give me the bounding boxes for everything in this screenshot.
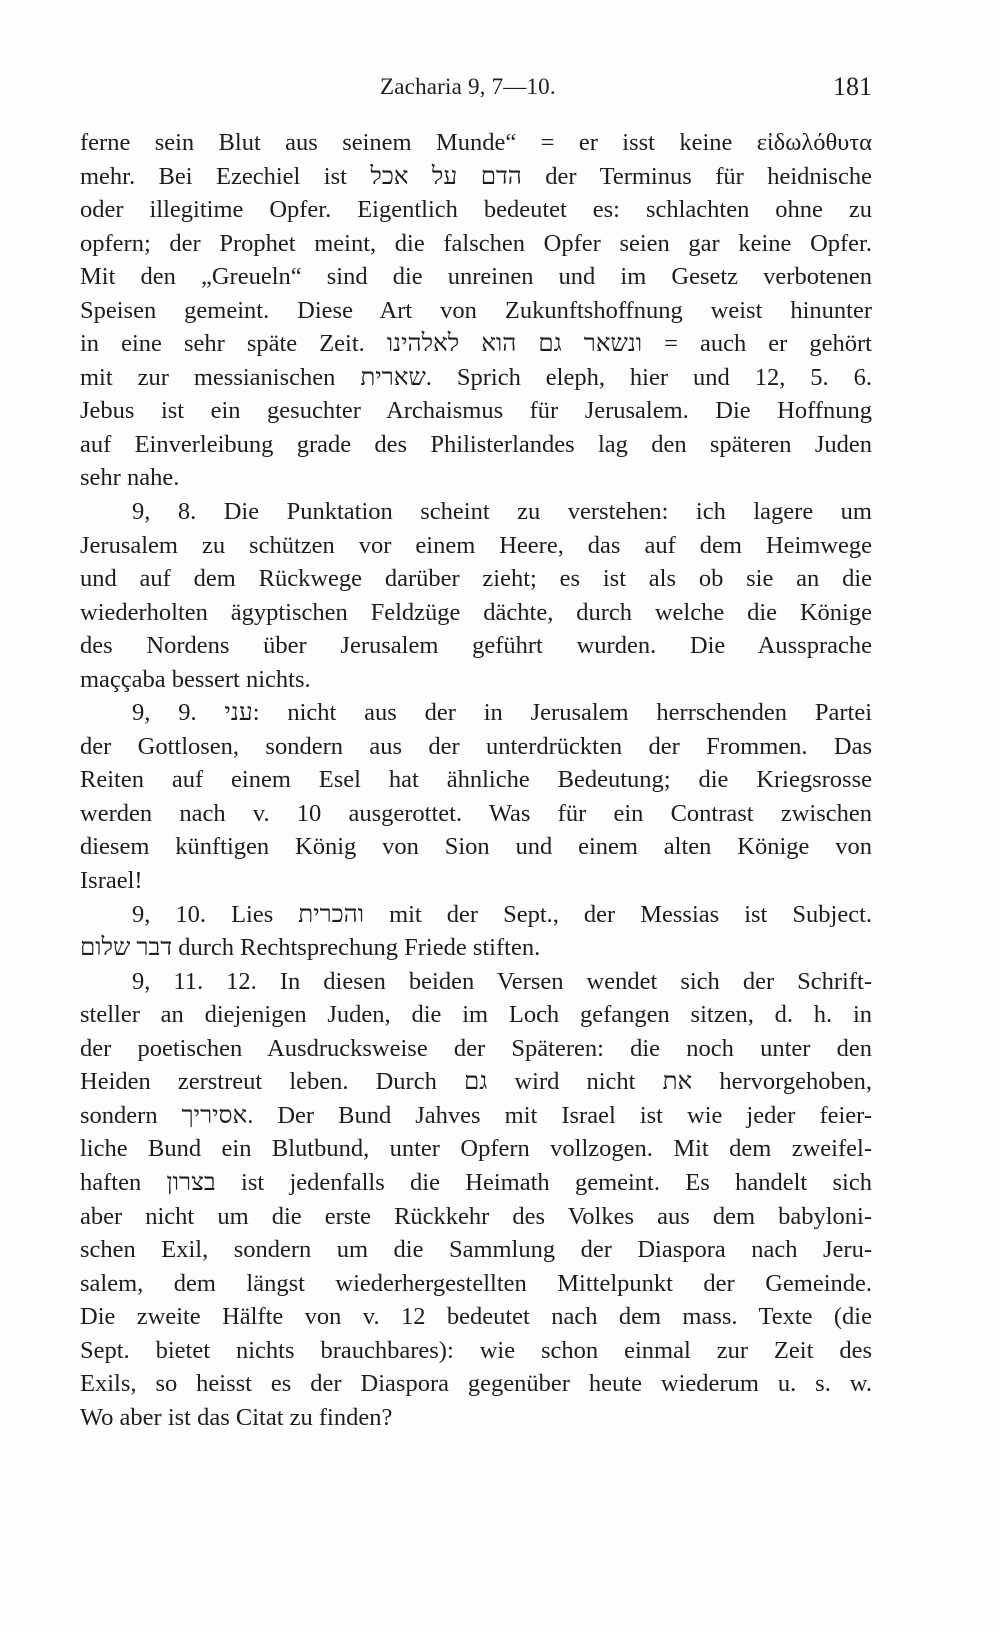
text-line: und auf dem Rückwege darüber zieht; es ist als ob sie an die [80, 565, 872, 593]
text-line: Jebus ist ein gesuchter Archaismus für Jerusalem. Die Hoffnung [80, 397, 872, 425]
text-line: Jerusalem zu schützen vor einem Heere, das auf dem Heimwege [80, 531, 872, 559]
text-line: דבר שלום durch Rechtsprechung Friede stiften. [80, 934, 541, 962]
text-line: schen Exil, sondern um die Sammlung der Diaspora nach Jeru- [80, 1236, 872, 1264]
text-line: diesem künftigen König von Sion und einem alten Könige von [80, 833, 872, 861]
text-line: Mit den „Greueln“ sind die unreinen und im Gesetz verbotenen [80, 263, 872, 291]
text-line: maççaba bessert nichts. [80, 665, 311, 693]
text-line: haften בצרון ist jedenfalls die Heimath gemeint. Es handelt sich [80, 1168, 872, 1196]
text-line: Israel! [80, 867, 143, 895]
text-line: Wo aber ist das Citat zu finden? [80, 1403, 393, 1431]
text-line: der poetischen Ausdrucksweise der Späteren: die noch unter den [80, 1034, 872, 1062]
text-line: werden nach v. 10 ausgerottet. Was für ein Contrast zwischen [80, 799, 872, 827]
text-line: steller an diejenigen Juden, die im Loch gefangen sitzen, d. h. in [80, 1001, 872, 1029]
text-line: des Nordens über Jerusalem geführt wurden. Die Aussprache [80, 632, 872, 660]
text-line: sehr nahe. [80, 464, 180, 492]
text-line: in eine sehr späte Zeit. ונשאר גם הוא לאלהינו = auch er gehört [80, 330, 872, 358]
text-line: Die zweite Hälfte von v. 12 bedeutet nach dem mass. Texte (die [80, 1303, 872, 1331]
text-line: oder illegitime Opfer. Eigentlich bedeutet es: schlachten ohne zu [80, 196, 872, 224]
text-line: aber nicht um die erste Rückkehr des Volkes aus dem babyloni- [80, 1202, 872, 1230]
text-line: wiederholten ägyptischen Feldzüge dächte, durch welche die Könige [80, 598, 872, 626]
text-line: salem, dem längst wiederhergestellten Mittelpunkt der Gemeinde. [80, 1269, 872, 1297]
text-line: Reiten auf einem Esel hat ähnliche Bedeutung; die Kriegsrosse [80, 766, 872, 794]
text-line: mehr. Bei Ezechiel ist הדם על אכל der Terminus für heidnische [80, 162, 872, 190]
running-head [80, 68, 872, 104]
text-line: 9, 11. 12. In diesen beiden Versen wendet sich der Schrift- [132, 967, 872, 995]
text-line: ferne sein Blut aus seinem Munde“ = er isst keine εἰδωλόθυτα [80, 129, 872, 156]
body-text [80, 126, 872, 1434]
text-line: der Gottlosen, sondern aus der unterdrückten der Frommen. Das [80, 732, 872, 760]
text-line: mit zur messianischen שארית. Sprich eleph, hier und 12, 5. 6. [80, 363, 872, 391]
text-line: sondern אסיריך. Der Bund Jahves mit Israel ist wie jeder feier- [80, 1101, 872, 1129]
text-line: 9, 9. עני: nicht aus der in Jerusalem herrschenden Partei [132, 699, 872, 727]
running-head-title: Zacharia 9, 7—10. [380, 74, 556, 99]
text-line: liche Bund ein Blutbund, unter Opfern vollzogen. Mit dem zweifel- [80, 1135, 872, 1163]
text-line: opfern; der Prophet meint, die falschen Opfer seien gar keine Opfer. [80, 229, 872, 257]
text-line: 9, 8. Die Punktation scheint zu verstehen: ich lagere um [132, 498, 872, 526]
text-line: Exils, so heisst es der Diaspora gegenüber heute wiederum u. s. w. [80, 1370, 872, 1398]
text-line: auf Einverleibung grade des Philisterlandes lag den späteren Juden [80, 430, 872, 458]
page-number: 181 [833, 72, 872, 101]
text-line: Sept. bietet nichts brauchbares): wie schon einmal zur Zeit des [80, 1336, 872, 1364]
text-line: 9, 10. Lies והכרית mit der Sept., der Messias ist Subject. [132, 900, 872, 928]
text-line: Heiden zerstreut leben. Durch גם wird nicht את hervorgehoben, [80, 1068, 872, 1096]
text-line: Speisen gemeint. Diese Art von Zukunftshoffnung weist hinunter [80, 296, 872, 324]
